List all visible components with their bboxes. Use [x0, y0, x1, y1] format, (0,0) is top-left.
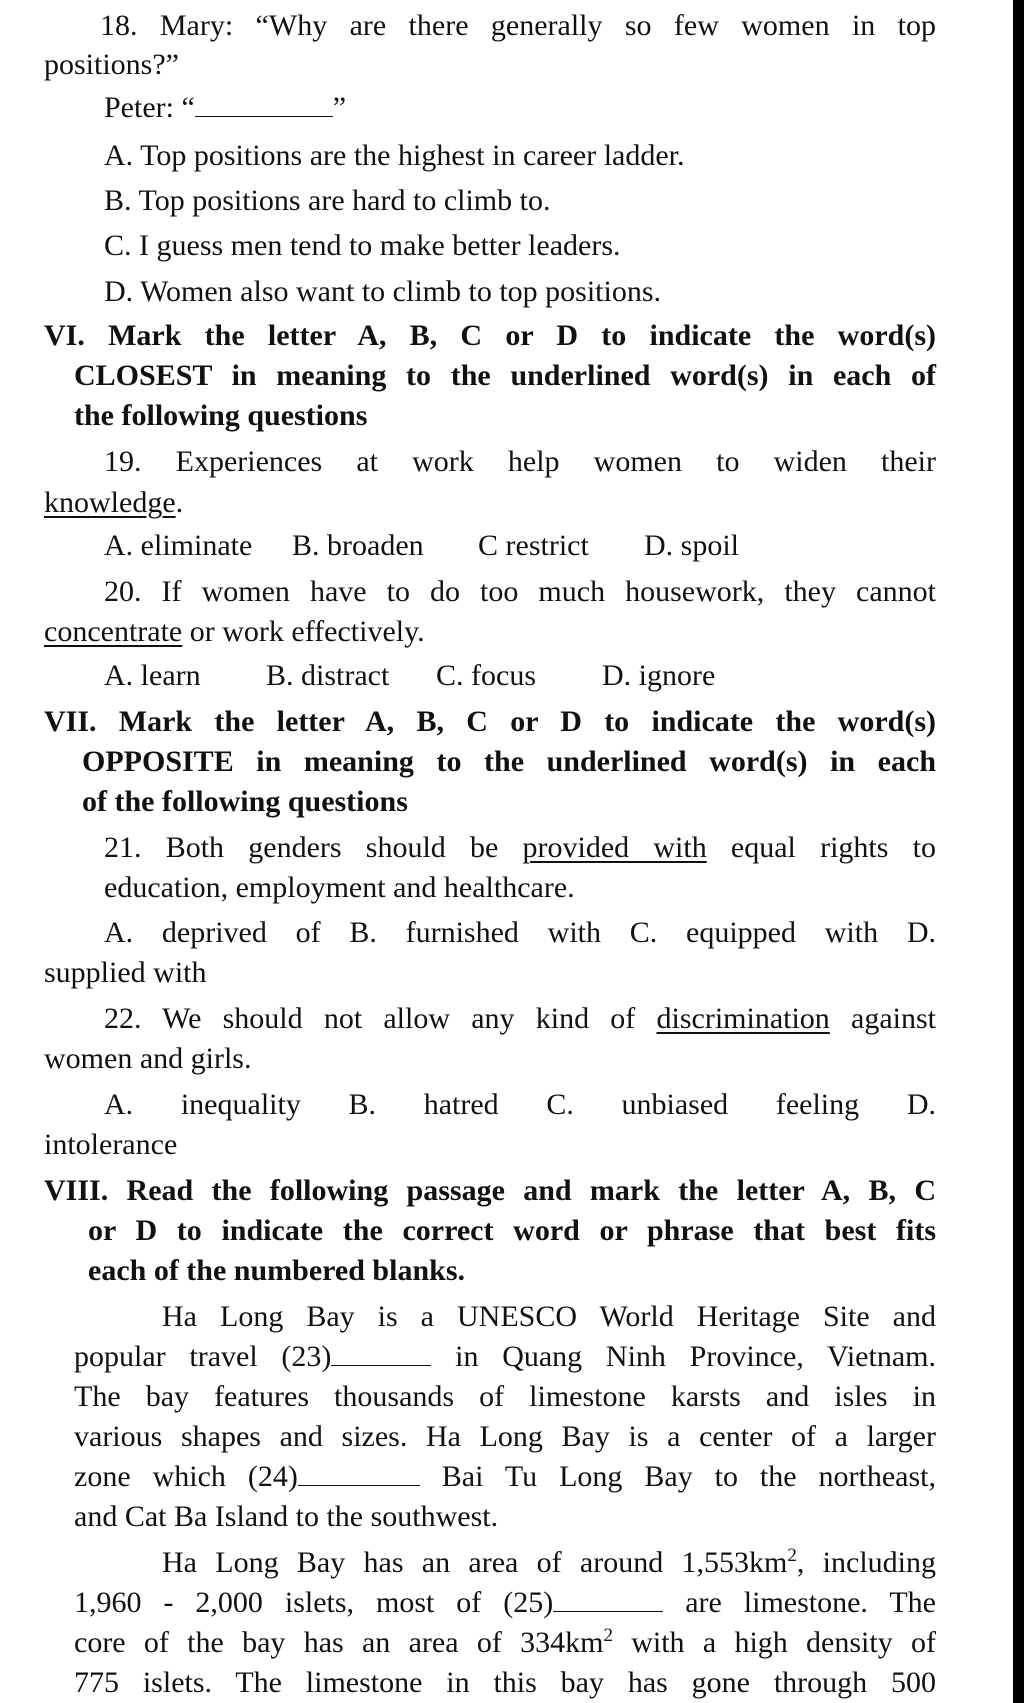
- q19-underlined-word: knowledge: [44, 486, 176, 519]
- superscript-2: 2: [603, 1625, 613, 1646]
- q18-option-c: C. I guess men tend to make better leaders.: [104, 229, 621, 262]
- q19-option-b: B. broaden: [292, 529, 424, 562]
- passage-p1-line2-a: popular travel (23): [74, 1340, 332, 1373]
- section-8-heading-line1: VIII. Read the following passage and mark the letter A, B, C: [44, 1174, 936, 1207]
- q20-option-b: B. distract: [266, 659, 390, 692]
- q21-underlined-words: provided with: [522, 831, 707, 864]
- right-edge-bar: [1013, 0, 1024, 1703]
- blank-24: [298, 1459, 420, 1486]
- passage-p1-line1: Ha Long Bay is a UNESCO World Heritage Site and: [162, 1300, 936, 1333]
- q20-options: [104, 656, 715, 696]
- passage-p2-line1: [162, 1543, 936, 1583]
- q22-post: against: [829, 1002, 936, 1035]
- q21-prompt-line2: education, employment and healthcare.: [104, 871, 575, 904]
- q20-underlined-word: concentrate: [44, 615, 183, 648]
- q18-option-b: B. Top positions are hard to climb to.: [104, 184, 551, 217]
- section-8-heading-line3: each of the numbered blanks.: [88, 1254, 465, 1287]
- passage-p2-line2-a: 1,960 - 2,000 islets, most of (25): [74, 1586, 554, 1619]
- q22-prompt-line2: women and girls.: [44, 1042, 252, 1075]
- q21-options-line1: A. deprived of B. furnished with C. equipped with D.: [104, 916, 936, 949]
- q20-prompt-line2: [44, 612, 425, 652]
- section-6-heading-line2: CLOSEST in meaning to the underlined word(s) in each of: [74, 359, 936, 392]
- passage-p1-line5-b: Bai Tu Long Bay to the northeast,: [419, 1460, 936, 1493]
- passage-p1-line6: and Cat Ba Island to the southwest.: [74, 1500, 499, 1533]
- passage-p2-line2: [74, 1583, 936, 1623]
- passage-p1-line4: various shapes and sizes. Ha Long Bay is a center of a larger: [74, 1420, 936, 1453]
- q18-option-a: A. Top positions are the highest in career ladder.: [104, 139, 685, 172]
- section-6-heading-line3: the following questions: [74, 399, 368, 432]
- passage-p1-line2-b: in Quang Ninh Province, Vietnam.: [431, 1340, 936, 1373]
- q21-post: equal rights to: [706, 831, 936, 864]
- passage-p2-line1-a: Ha Long Bay has an area of around 1,553km: [162, 1546, 788, 1579]
- q22-options-line2: intolerance: [44, 1128, 178, 1161]
- q18-peter-prefix: Peter: “: [104, 91, 195, 124]
- q22-options-line1: A. inequality B. hatred C. unbiased feeling D.: [104, 1088, 936, 1121]
- passage-p2-line4: 775 islets. The limestone in this bay has gone through 500: [74, 1666, 936, 1699]
- q18-prompt-line2: positions?”: [44, 48, 179, 81]
- q19-prompt-line2: [44, 483, 183, 523]
- q22-prompt-line1: [104, 999, 936, 1039]
- section-6-heading-line1: VI. Mark the letter A, B, C or D to indicate the word(s): [44, 319, 936, 352]
- passage-p2-line3-b: with a high density of: [612, 1626, 936, 1659]
- q19-period: .: [175, 486, 184, 519]
- q21-pre: 21. Both genders should be: [104, 831, 523, 864]
- superscript-2: 2: [787, 1545, 797, 1566]
- q20-option-c: C. focus: [436, 659, 536, 692]
- section-7-heading-line1: VII. Mark the letter A, B, C or D to indicate the word(s): [44, 705, 936, 738]
- q18-peter-line: [104, 88, 346, 128]
- passage-p2-line1-b: , including: [796, 1546, 936, 1579]
- q18-prompt-line1: 18. Mary: “Why are there generally so few women in top: [100, 9, 936, 42]
- q21-options-line2: supplied with: [44, 956, 207, 989]
- passage-p1-line3: The bay features thousands of limestone karsts and isles in: [74, 1380, 936, 1413]
- q20-prompt-line1: 20. If women have to do too much housework, they cannot: [104, 575, 936, 608]
- q18-option-d: D. Women also want to climb to top positions.: [104, 275, 662, 308]
- q19-option-c: C restrict: [478, 529, 589, 562]
- passage-p2-line3: [74, 1623, 936, 1663]
- section-7-heading-line3: of the following questions: [82, 785, 408, 818]
- q19-option-a: A. eliminate: [104, 529, 253, 562]
- passage-p1-line2: [74, 1337, 936, 1377]
- passage-p1-line5-a: zone which (24): [74, 1460, 298, 1493]
- blank-25: [553, 1585, 663, 1612]
- section-8-heading-line2: or D to indicate the correct word or phrase that best fits: [88, 1214, 936, 1247]
- passage-p2-line3-a: core of the bay has an area of 334km: [74, 1626, 604, 1659]
- q19-option-d: D. spoil: [644, 529, 740, 562]
- q19-prompt-line1: 19. Experiences at work help women to widen their: [104, 445, 936, 478]
- section-7-heading-line2: OPPOSITE in meaning to the underlined word(s) in each: [82, 745, 936, 778]
- q21-prompt-line1: [104, 828, 936, 868]
- q22-underlined-word: discrimination: [656, 1002, 830, 1035]
- passage-p2-line2-b: are limestone. The: [663, 1586, 936, 1619]
- q22-pre: 22. We should not allow any kind of: [104, 1002, 657, 1035]
- q20-rest: or work effectively.: [182, 615, 425, 648]
- q19-options: [104, 526, 739, 566]
- passage-p1-line5: [74, 1457, 936, 1497]
- q18-answer-blank: [195, 90, 333, 117]
- q18-peter-suffix: ”: [332, 91, 347, 124]
- q20-option-d: D. ignore: [602, 659, 716, 692]
- blank-23: [331, 1339, 431, 1366]
- q20-option-a: A. learn: [104, 659, 201, 692]
